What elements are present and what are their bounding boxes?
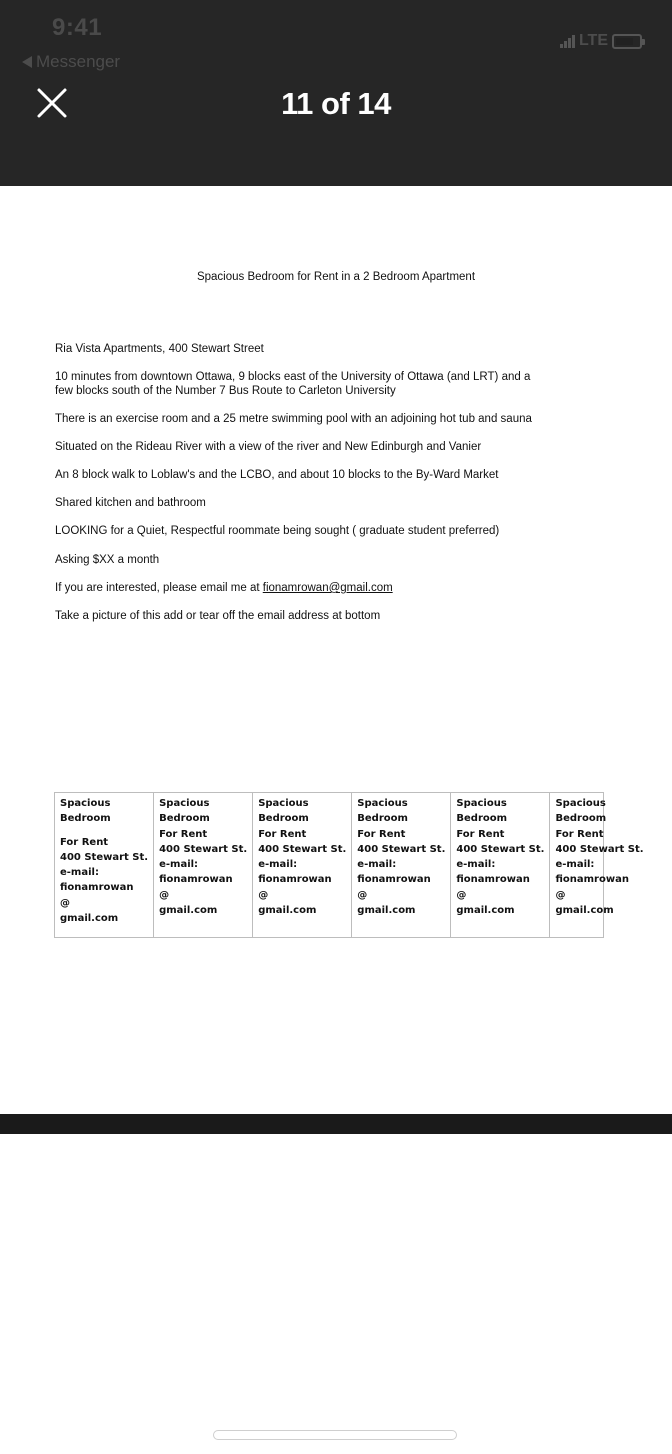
network-label: LTE	[578, 32, 608, 49]
tear-off-line: gmail.com	[456, 905, 515, 917]
tear-off-line: Bedroom	[357, 813, 408, 825]
tear-off-line: @	[60, 897, 70, 909]
tear-off-cell	[154, 793, 253, 937]
tear-off-line: fionamrowan	[456, 874, 530, 886]
tear-off-line: @	[357, 889, 368, 901]
tear-off-cell	[550, 793, 648, 937]
tear-off-table	[54, 792, 644, 938]
tear-off-cell	[253, 793, 352, 937]
document-title: Spacious Bedroom for Rent in a 2 Bedroom Apartment	[196, 271, 476, 283]
back-app-label: Messenger	[36, 52, 121, 71]
tear-off-line: Spacious	[60, 798, 111, 809]
tear-off-line: @	[159, 889, 170, 901]
battery-icon	[612, 34, 642, 49]
tear-off-line: e-mail:	[555, 859, 595, 871]
location-line-2: few blocks south of the Number 7 Bus Route to Carleton University	[55, 385, 396, 397]
tear-off-line: e-mail:	[60, 867, 99, 879]
tear-off-line: 400 Stewart St.	[159, 843, 248, 855]
tear-off-line: Spacious	[258, 798, 309, 809]
tear-off-line: fionamrowan	[357, 874, 431, 886]
tear-off-line: For Rent	[555, 828, 604, 840]
situated-line: Situated on the Rideau River with a view of the river and New Edinburgh and Vanier	[55, 441, 482, 453]
tear-off-line: Bedroom	[159, 813, 210, 825]
signal-icon	[560, 34, 575, 48]
tear-off-line: For Rent	[60, 836, 109, 848]
tear-off-line: @	[258, 889, 269, 901]
tear-off-line: gmail.com	[555, 905, 614, 917]
location-line-1: 10 minutes from downtown Ottawa, 9 blocks east of the University of Ottawa (and LRT) and a	[55, 371, 531, 383]
amenities-line: There is an exercise room and a 25 metre swimming pool with an adjoining hot tub and sauna	[55, 413, 532, 425]
tear-off-line: fionamrowan	[258, 874, 332, 886]
tear-off-line: For Rent	[456, 828, 505, 840]
tear-off-cell	[352, 793, 451, 937]
tear-off-line: gmail.com	[258, 905, 317, 917]
status-time: 9:41	[52, 14, 103, 41]
tear-off-line: 400 Stewart St.	[357, 843, 446, 855]
looking-line: LOOKING for a Quiet, Respectful roommate being sought ( graduate student preferred)	[55, 525, 500, 537]
tear-off-line: Spacious	[456, 798, 507, 809]
tear-off-line: Bedroom	[456, 813, 508, 825]
tear-off-line: gmail.com	[159, 905, 218, 917]
asking-line: Asking $XX a month	[55, 554, 160, 566]
contact-email-link[interactable]: fionamrowan@gmail.com	[262, 582, 393, 594]
tear-off-line: Bedroom	[60, 813, 111, 825]
tear-off-line: e-mail:	[258, 859, 298, 871]
tear-off-line: 400 Stewart St.	[258, 843, 347, 855]
contact-prefix: If you are interested, please email me at	[55, 582, 263, 594]
battery-fill	[616, 38, 633, 45]
tear-off-line: Spacious	[555, 798, 606, 809]
viewer-header	[0, 0, 672, 186]
tear-off-line: Bedroom	[258, 813, 309, 825]
tear-off-line: Bedroom	[555, 813, 607, 825]
tear-off-cell	[451, 793, 550, 937]
address-line: Ria Vista Apartments, 400 Stewart Street	[55, 343, 264, 355]
contact-line	[55, 581, 600, 595]
walk-line: An 8 block walk to Loblaw's and the LCBO, and about 10 blocks to the By-Ward Market	[55, 469, 499, 481]
tear-note-line: Take a picture of this add or tear off the email address at bottom	[55, 610, 381, 622]
tear-off-line: For Rent	[159, 828, 208, 840]
tear-off-line: Spacious	[159, 798, 210, 809]
tear-off-line: fionamrowan	[60, 882, 134, 894]
tear-off-line: Spacious	[357, 798, 408, 809]
page-scroll-indicator[interactable]	[213, 1430, 457, 1440]
back-to-app-button[interactable]	[22, 51, 120, 73]
tear-off-line: @	[456, 889, 467, 901]
tear-off-line: e-mail:	[456, 859, 496, 871]
page-counter: 11 of 14	[281, 86, 391, 121]
tear-off-line: fionamrowan	[555, 874, 629, 886]
tear-off-line: For Rent	[258, 828, 307, 840]
tear-off-line: 400 Stewart St.	[60, 851, 149, 863]
tear-off-line: gmail.com	[357, 905, 416, 917]
tear-off-line: 400 Stewart St.	[555, 843, 644, 855]
tear-off-line: fionamrowan	[159, 874, 233, 886]
tear-off-line: 400 Stewart St.	[456, 843, 545, 855]
tear-off-line: @	[555, 889, 566, 901]
back-arrow-icon	[22, 56, 32, 68]
tear-off-line: e-mail:	[159, 859, 199, 871]
tear-off-line: gmail.com	[60, 913, 119, 925]
page-divider	[0, 1114, 672, 1134]
shared-line: Shared kitchen and bathroom	[55, 497, 206, 509]
tear-off-cell	[55, 793, 154, 937]
tear-off-line: e-mail:	[357, 859, 397, 871]
tear-off-line: For Rent	[357, 828, 406, 840]
status-indicators	[560, 31, 642, 51]
